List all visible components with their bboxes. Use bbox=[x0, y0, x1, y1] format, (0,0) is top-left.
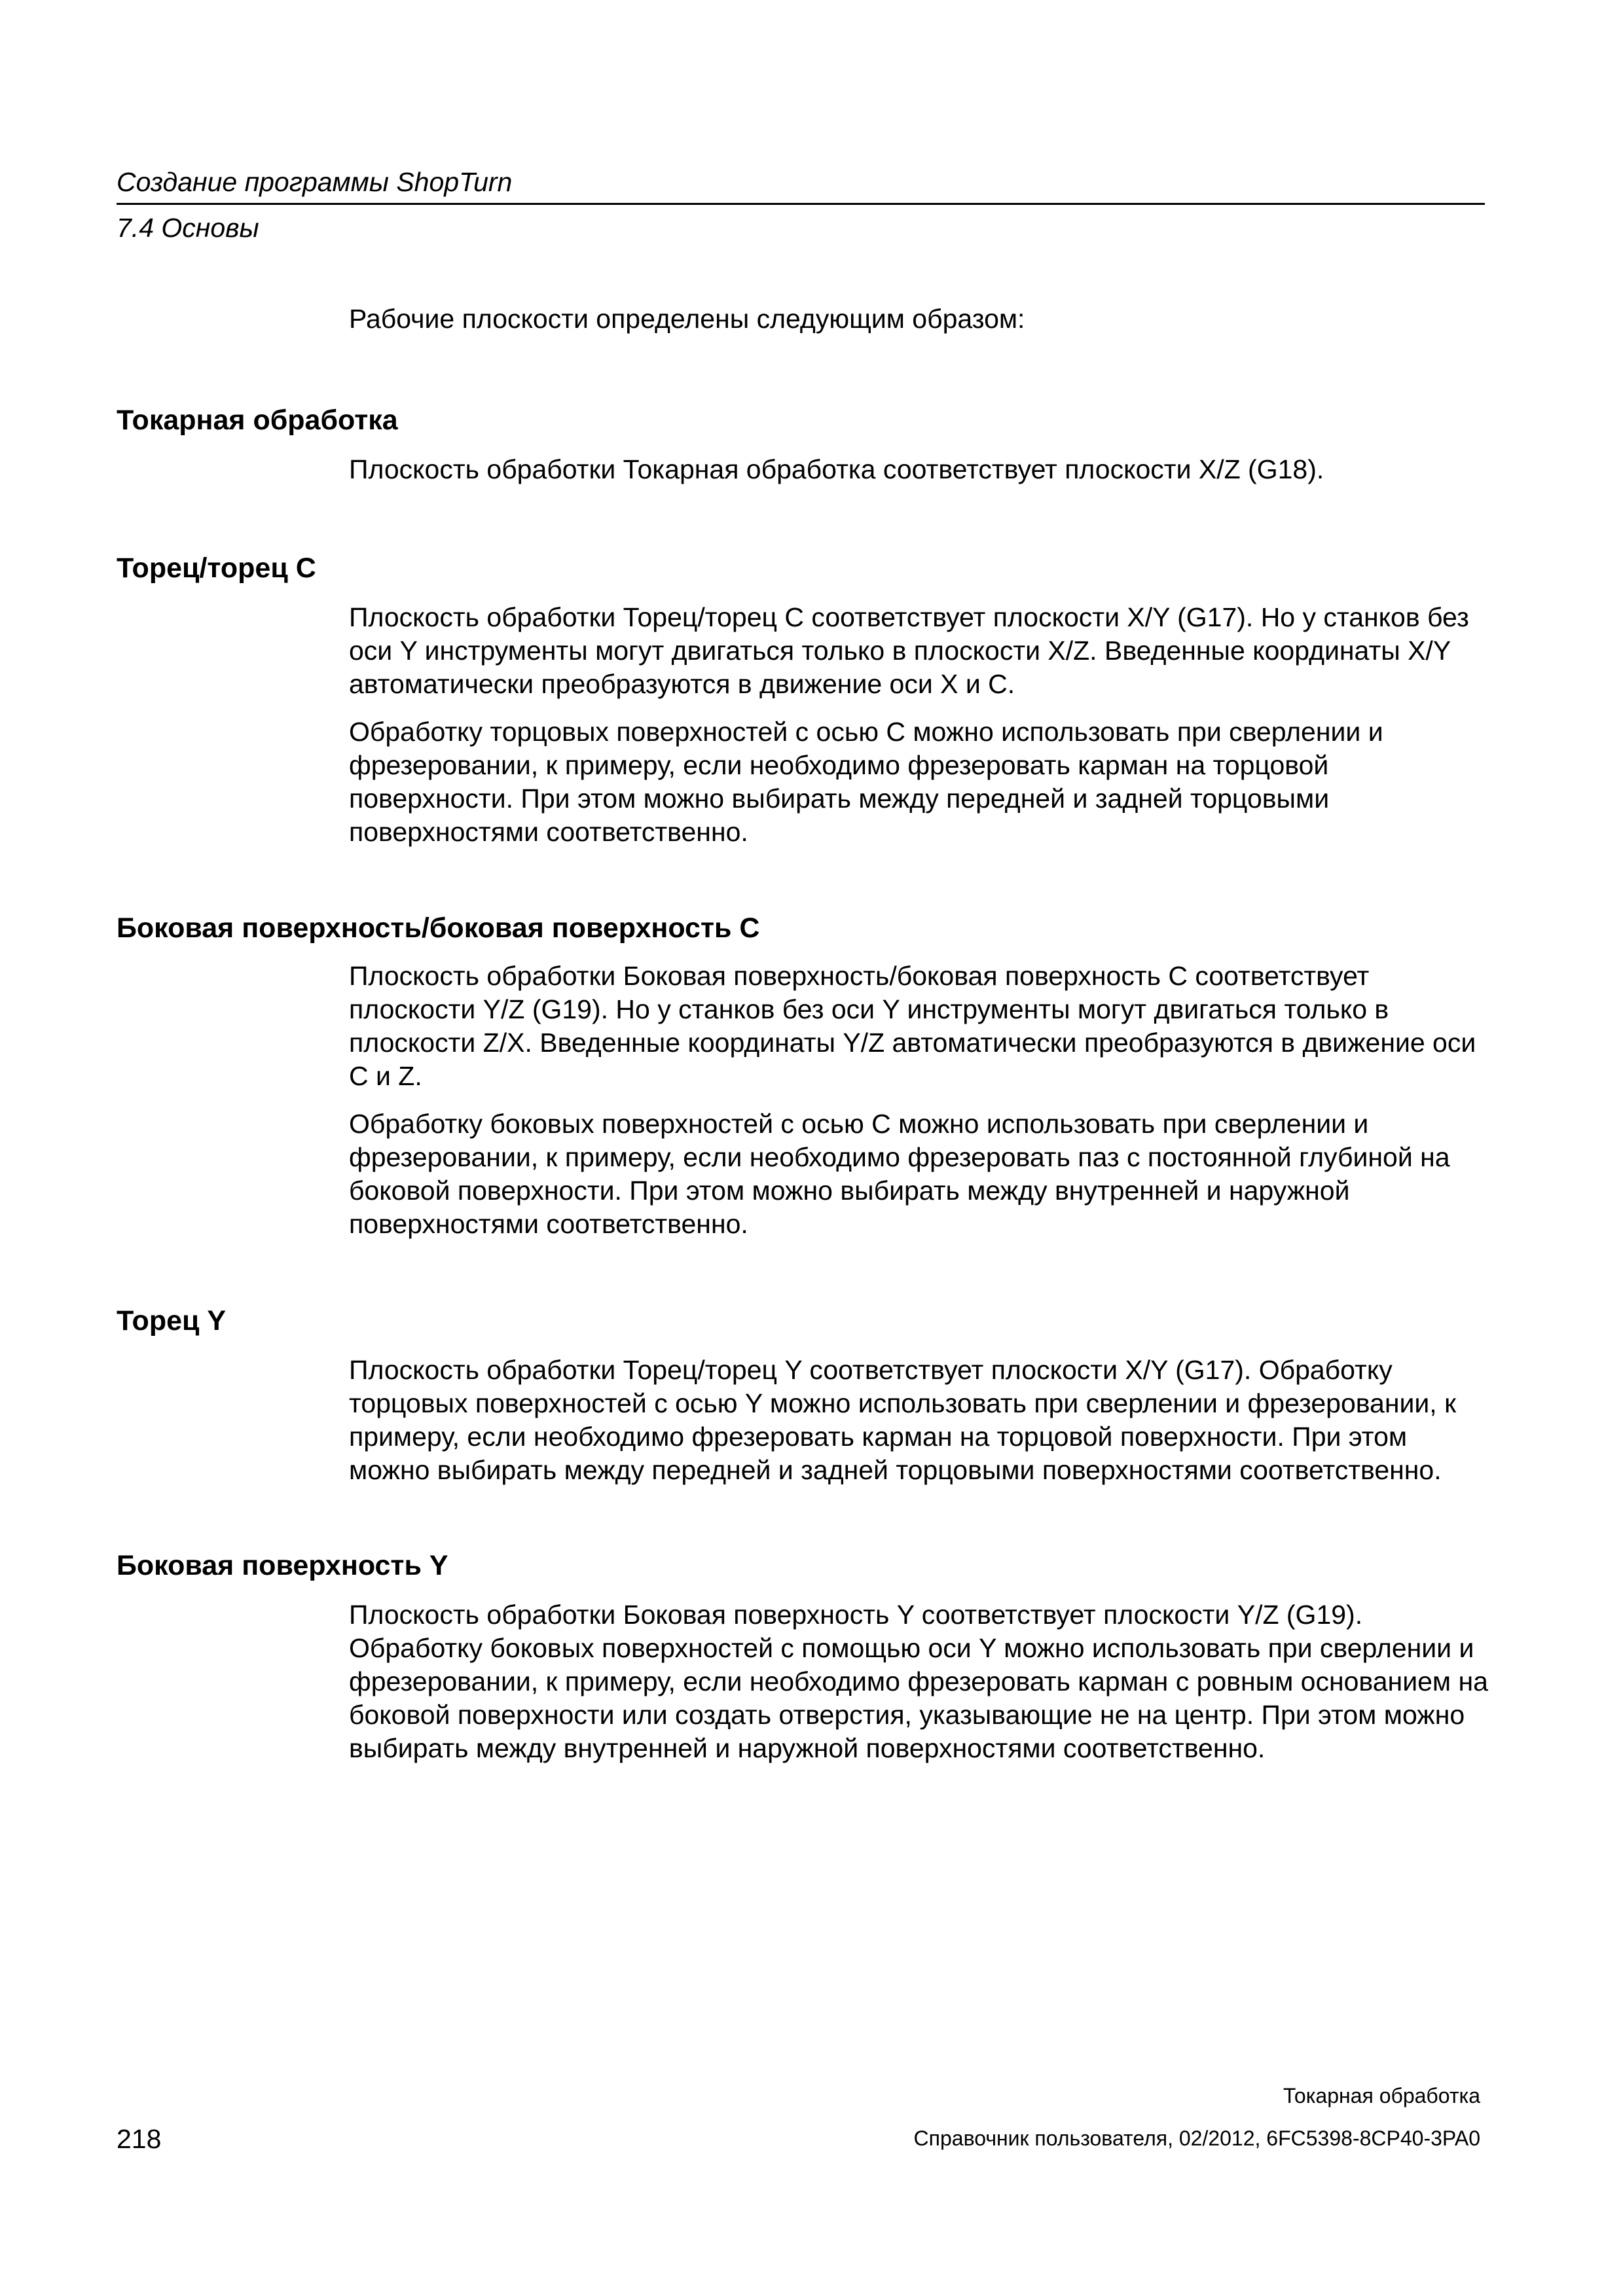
chapter-title: Создание программы ShopTurn bbox=[117, 167, 513, 197]
section-heading-peripheral-c: Боковая поверхность/боковая поверхность С bbox=[117, 912, 760, 944]
paragraph: Обработку торцовых поверхностей с осью С можно использовать при сверлении и фрезеровании, к примеру, если необходимо фрезеровать карман на торцовой поверхности. При этом можно выбирать между передней и задней торцовыми поверхностями соответственно. bbox=[349, 717, 1383, 847]
paragraph: Плоскость обработки Боковая поверхность/боковая поверхность С соответствует плоскости Y/Z (G19). Но у станков без оси Y инструменты могут двигаться только в плоскости Z/X. Введенные координаты Y/Z автоматически преобразуются в движение оси C и Z. bbox=[349, 961, 1476, 1091]
section-body-peripheral-c bbox=[349, 960, 1491, 1255]
section-body-face-y bbox=[349, 1354, 1491, 1501]
section-body-turning bbox=[349, 453, 1491, 501]
intro-paragraph: Рабочие плоскости определены следующим образом: bbox=[349, 304, 1025, 334]
intro-block bbox=[349, 302, 1491, 350]
footer-product: Токарная обработка bbox=[1283, 2084, 1480, 2108]
section-heading-turning: Токарная обработка bbox=[117, 404, 398, 436]
paragraph: Плоскость обработки Токарная обработка соответствует плоскости X/Z (G18). bbox=[349, 454, 1324, 484]
paragraph: Плоскость обработки Торец/торец С соответствует плоскости X/Y (G17). Но у станков без оси Y инструменты могут двигаться только в плоскости X/Z. Введенные координаты X/Y автоматически преобразуются в движение оси X и C. bbox=[349, 602, 1469, 699]
paragraph: Плоскость обработки Торец/торец Y соответствует плоскости X/Y (G17). Обработку торцовых поверхностей с осью Y можно использовать при сверлении и фрезеровании, к примеру, если необходимо фрезеровать карман на торцовой поверхности. При этом можно выбирать между передней и задней торцовыми поверхностями соответственно. bbox=[349, 1355, 1457, 1485]
paragraph: Плоскость обработки Боковая поверхность Y соответствует плоскости Y/Z (G19). Обработку боковых поверхностей с помощью оси Y можно использовать при сверлении и фрезеровании, к примеру, если необходимо фрезеровать карман с ровным основанием на боковой поверхности или создать отверстия, указывающие не на центр. При этом можно выбирать между внутренней и наружной поверхностями соответственно. bbox=[349, 1600, 1488, 1763]
footer-manual-info: Справочник пользователя, 02/2012, 6FC5398-8CP40-3PA0 bbox=[913, 2126, 1480, 2150]
section-body-face-c bbox=[349, 601, 1491, 863]
section-body-peripheral-y bbox=[349, 1598, 1491, 1780]
section-heading-face-y: Торец Y bbox=[117, 1305, 227, 1336]
section-heading-face-c: Торец/торец С bbox=[117, 552, 316, 584]
header-rule bbox=[117, 203, 1485, 205]
section-heading-peripheral-y: Боковая поверхность Y bbox=[117, 1550, 448, 1581]
page-number: 218 bbox=[117, 2124, 162, 2154]
paragraph: Обработку боковых поверхностей с осью С можно использовать при сверлении и фрезеровании, к примеру, если необходимо фрезеровать паз с постоянной глубиной на боковой поверхности. При этом можно выбирать между внутренней и наружной поверхностями соответственно. bbox=[349, 1109, 1450, 1239]
section-title: 7.4 Основы bbox=[117, 213, 259, 243]
